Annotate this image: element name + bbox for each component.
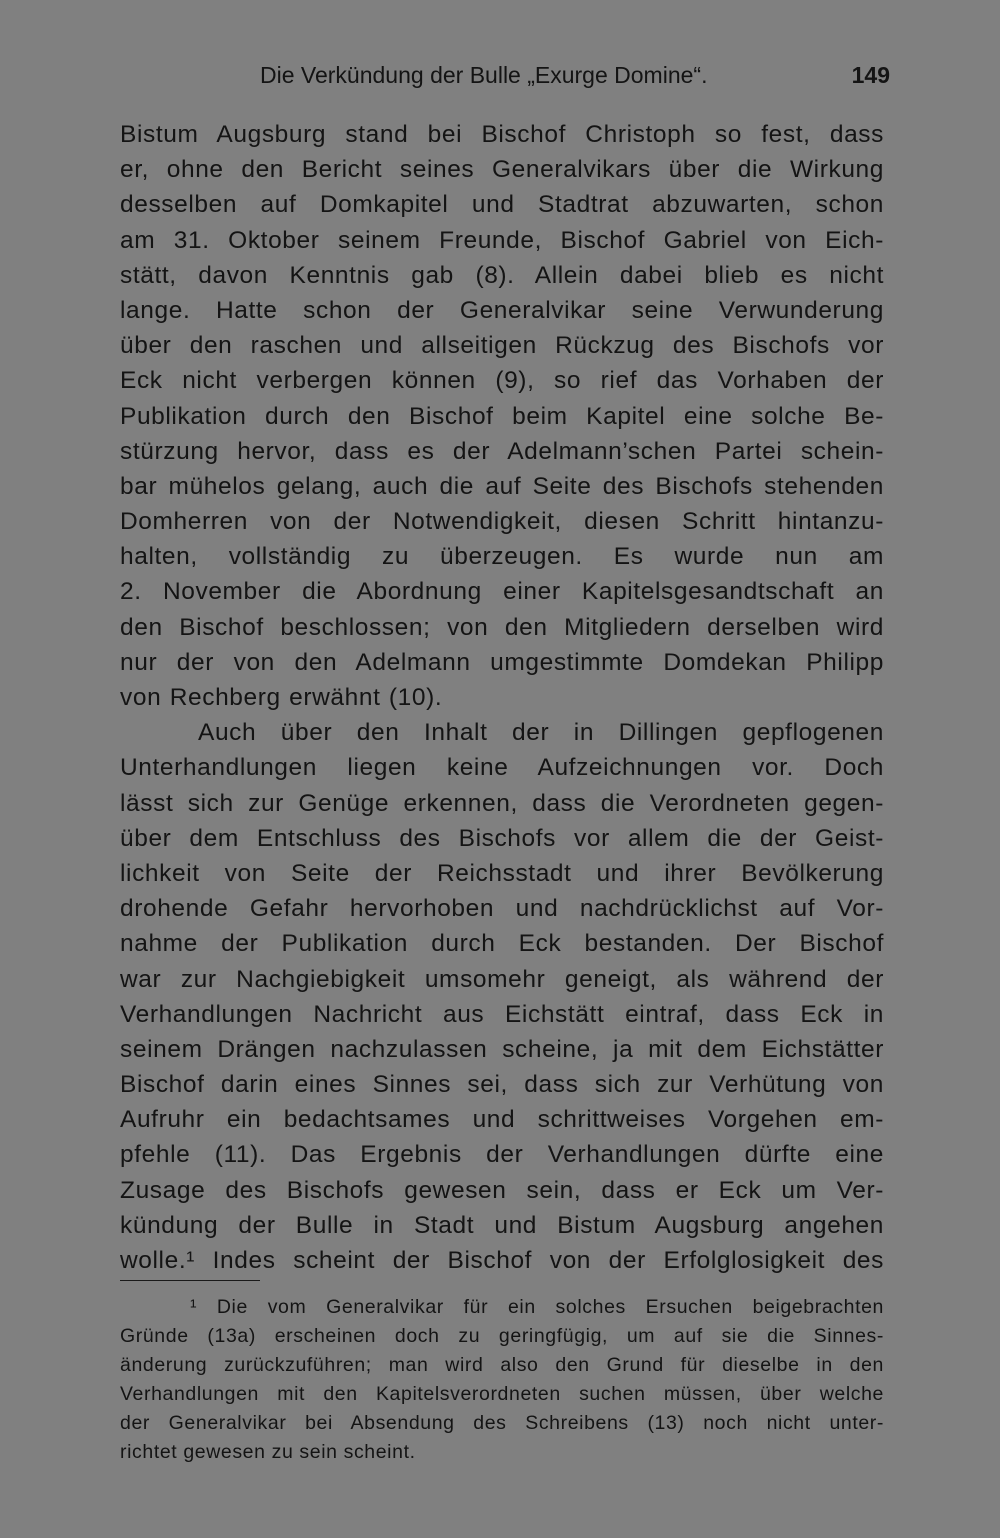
body-line: nur der von den Adelmann umgestimmte Domdekan Philipp xyxy=(120,648,884,676)
body-line: stürzung hervor, dass es der Adelmann’schen Partei schein- xyxy=(120,437,884,465)
body-line: er, ohne den Bericht seines Generalvikars über die Wirkung xyxy=(120,156,884,184)
body-line: pfehle (11). Das Ergebnis der Verhandlungen dürfte eine xyxy=(120,1141,884,1169)
body-line: kündung der Bulle in Stadt und Bistum Augsburg angehen xyxy=(120,1211,884,1239)
footnote-line: richtet gewesen zu sein scheint. xyxy=(120,1441,416,1463)
body-line: über den raschen und allseitigen Rückzug des Bischofs vor xyxy=(120,332,884,360)
paragraph-first-line: Auch über den Inhalt der in Dillingen gepflogenen xyxy=(198,719,884,747)
footnote-line: Verhandlungen mit den Kapitelsverordneten suchen müssen, über welche xyxy=(120,1383,884,1405)
body-line: halten, vollständig zu überzeugen. Es wurde nun am xyxy=(120,543,884,571)
running-head xyxy=(120,58,890,92)
body-line: seinem Drängen nachzulassen scheine, ja mit dem Eichstätter xyxy=(120,1035,884,1063)
body-line: desselben auf Domkapitel und Stadtrat abzuwarten, schon xyxy=(120,191,884,219)
body-line: drohende Gefahr hervorhoben und nachdrücklichst auf Vor- xyxy=(120,895,884,923)
body-line: stätt, davon Kenntnis gab (8). Allein dabei blieb es nicht xyxy=(120,261,884,289)
footnote xyxy=(120,1293,884,1467)
body-line: über dem Entschluss des Bischofs vor allem die der Geist- xyxy=(120,824,884,852)
body-line: Domherren von der Notwendigkeit, diesen Schritt hintanzu- xyxy=(120,508,884,536)
body-line: am 31. Oktober seinem Freunde, Bischof Gabriel von Eich- xyxy=(120,226,884,254)
body-line: Unterhandlungen liegen keine Aufzeichnungen vor. Doch xyxy=(120,754,884,782)
running-title: Die Verkündung der Bulle „Exurge Domine“. xyxy=(260,62,708,88)
body-line: den Bischof beschlossen; von den Mitgliedern derselben wird xyxy=(120,613,884,641)
footnote-line: änderung zurückzuführen; man wird also den Grund für dieselbe in den xyxy=(120,1354,884,1376)
body-line: lässt sich zur Genüge erkennen, dass die Verordneten gegen- xyxy=(120,789,884,817)
body-line: Eck nicht verbergen können (9), so rief das Vorhaben der xyxy=(120,367,884,395)
body-line: Aufruhr ein bedachtsames und schrittweises Vorgehen em- xyxy=(120,1106,884,1134)
footnote-line: Gründe (13a) erscheinen doch zu geringfügig, um auf sie die Sinnes- xyxy=(120,1325,884,1347)
body-line: Verhandlungen Nachricht aus Eichstätt eintraf, dass Eck in xyxy=(120,1000,884,1028)
body-line: lichkeit von Seite der Reichsstadt und ihrer Bevölkerung xyxy=(120,859,884,887)
footnote-divider xyxy=(120,1280,260,1281)
footnote-line: ¹ Die vom Generalvikar für ein solches Ersuchen beigebrachten xyxy=(190,1296,884,1318)
body-line: Bischof darin eines Sinnes sei, dass sich zur Verhütung von xyxy=(120,1071,884,1099)
body-line: Zusage des Bischofs gewesen sein, dass er Eck um Ver- xyxy=(120,1176,884,1204)
footnote-line: der Generalvikar bei Absendung des Schreibens (13) noch nicht unter- xyxy=(120,1412,884,1434)
body-line: 2. November die Abordnung einer Kapitelsgesandtschaft an xyxy=(120,578,884,606)
body-line: Publikation durch den Bischof beim Kapitel eine solche Be- xyxy=(120,402,884,430)
body-line: Bistum Augsburg stand bei Bischof Christoph so fest, dass xyxy=(120,121,884,148)
page-number: 149 xyxy=(851,62,890,88)
body-line: wolle.¹ Indes scheint der Bischof von der Erfolglosigkeit des xyxy=(120,1247,884,1274)
body-line: war zur Nachgiebigkeit umsomehr geneigt, als während der xyxy=(120,965,884,993)
body-line: bar mühelos gelang, auch die auf Seite des Bischofs stehenden xyxy=(120,472,884,500)
body-text xyxy=(120,117,884,1278)
body-line: lange. Hatte schon der Generalvikar seine Verwunderung xyxy=(120,296,884,324)
paragraph-end-line: von Rechberg erwähnt (10). xyxy=(120,684,443,711)
body-line: nahme der Publikation durch Eck bestanden. Der Bischof xyxy=(120,930,884,958)
